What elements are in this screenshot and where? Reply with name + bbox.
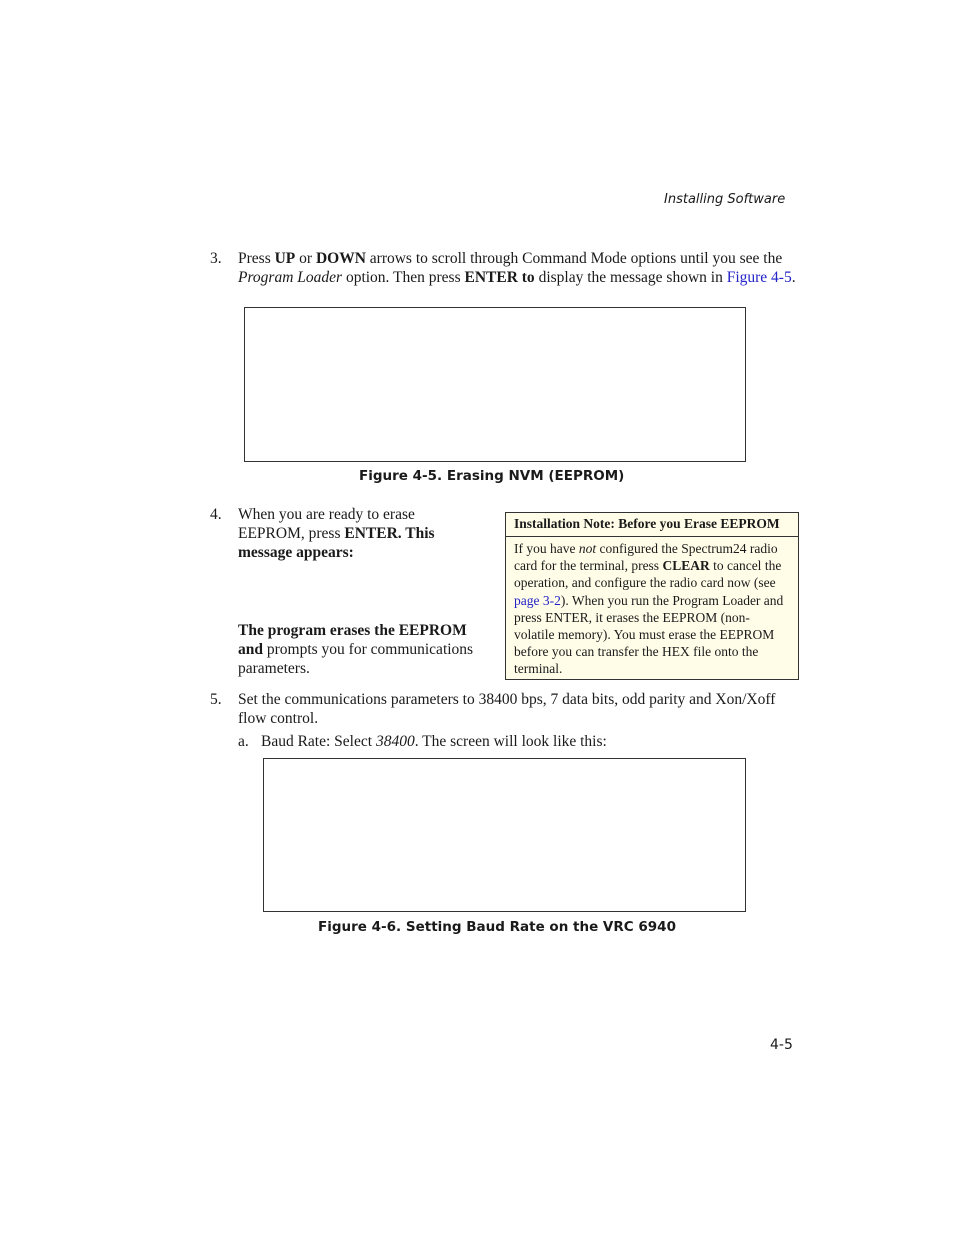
installation-note-title: Installation Note: Before you Erase EEPROM [506, 513, 798, 537]
step-5a-label: a. [238, 733, 249, 750]
running-header: Installing Software [664, 192, 786, 207]
figure-4-6-box [263, 758, 746, 912]
page-3-2-link[interactable]: page 3-2 [514, 592, 561, 608]
step-3-text: Press UP or DOWN arrows to scroll through Command Mode options until you see the Program Loader option. Then press ENTER to display the message shown in Figure 4-5. [238, 250, 796, 286]
step-5-number: 5. [210, 691, 222, 708]
figure-4-6-caption: Figure 4-6. Setting Baud Rate on the VRC 6940 [318, 919, 676, 935]
step-4-number: 4. [210, 506, 222, 523]
step-3-number: 3. [210, 250, 222, 267]
installation-note [505, 512, 799, 680]
step-4-result-text: The program erases the EEPROM and prompts you for communications parameters. [238, 622, 474, 677]
step-5-text: Set the communications parameters to 38400 bps, 7 data bits, odd parity and Xon/Xoff flow control. [238, 691, 776, 727]
step-4-text: When you are ready to erase EEPROM, press ENTER. This message appears: [238, 506, 435, 561]
figure-4-5-link[interactable]: Figure 4-5 [726, 269, 792, 286]
step-5a-text: Baud Rate: Select 38400. The screen will look like this: [261, 733, 607, 750]
figure-4-5-box [244, 307, 746, 462]
installation-note-body: If you have not configured the Spectrum24 radio card for the terminal, press CLEAR to cancel the operation, and configure the radio card now (see page 3-2). When you run the Program Loader and press ENTER, it erases the EEPROM (non-volatile memory). You must erase the EEPROM before you can transfer the HEX file onto the terminal. [514, 541, 784, 677]
page-number: 4-5 [770, 1037, 793, 1053]
figure-4-5-caption: Figure 4-5. Erasing NVM (EEPROM) [359, 468, 625, 484]
